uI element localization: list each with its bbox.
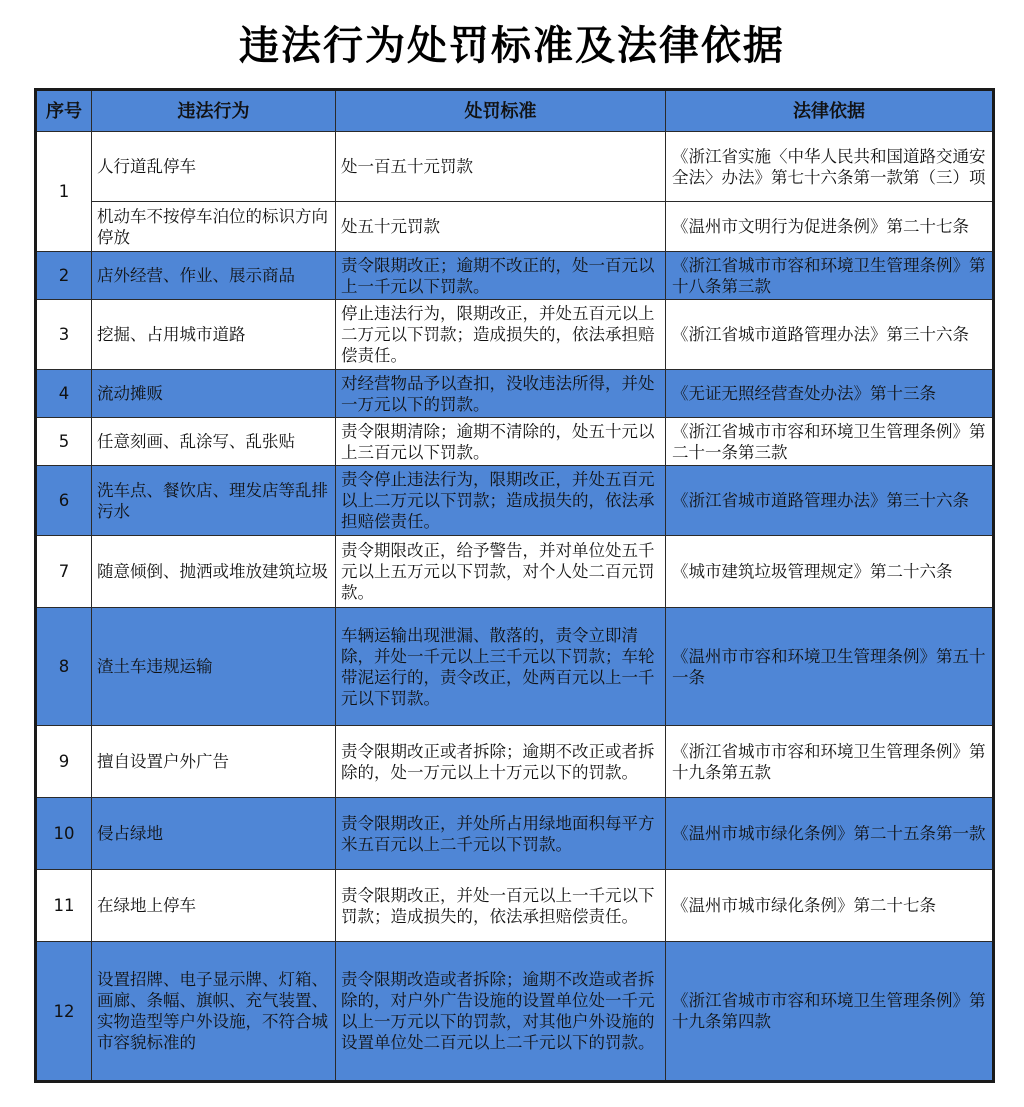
row-law: 《浙江省实施〈中华人民共和国道路交通安全法〉办法》第七十六条第一款第（三）项 <box>666 132 994 202</box>
row-act: 设置招牌、电子显示牌、灯箱、画廊、条幅、旗帜、充气装置、实物造型等户外设施，不符合城市容貌标准的 <box>92 942 336 1082</box>
table-row <box>36 132 994 202</box>
row-act: 渣土车违规运输 <box>92 608 336 726</box>
penalty-table <box>34 88 995 1083</box>
row-law: 《浙江省城市市容和环境卫生管理条例》第十九条第四款 <box>666 942 994 1082</box>
table-row <box>36 252 994 300</box>
table-row <box>36 536 994 608</box>
table-header-row <box>36 90 994 132</box>
row-no: 8 <box>36 608 92 726</box>
row-law: 《无证无照经营查处办法》第十三条 <box>666 370 994 418</box>
row-act: 侵占绿地 <box>92 798 336 870</box>
row-law: 《温州市市容和环境卫生管理条例》第五十一条 <box>666 608 994 726</box>
row-law: 《浙江省城市市容和环境卫生管理条例》第十九条第五款 <box>666 726 994 798</box>
row-law: 《浙江省城市道路管理办法》第三十六条 <box>666 300 994 370</box>
row-law: 《温州市城市绿化条例》第二十五条第一款 <box>666 798 994 870</box>
row-act: 随意倾倒、抛洒或堆放建筑垃圾 <box>92 536 336 608</box>
row-no: 12 <box>36 942 92 1082</box>
row-penalty: 处五十元罚款 <box>336 202 666 252</box>
row-no: 3 <box>36 300 92 370</box>
table-row <box>36 202 994 252</box>
row-penalty: 处一百五十元罚款 <box>336 132 666 202</box>
row-no: 7 <box>36 536 92 608</box>
row-penalty: 责令限期改正或者拆除；逾期不改正或者拆除的，处一万元以上十万元以下的罚款。 <box>336 726 666 798</box>
row-penalty: 责令限期改造或者拆除；逾期不改造或者拆除的，对户外广告设施的设置单位处一千元以上一万元以下的罚款，对其他户外设施的设置单位处二百元以上二千元以下的罚款。 <box>336 942 666 1082</box>
row-no: 9 <box>36 726 92 798</box>
row-penalty: 责令限期改正，并处所占用绿地面积每平方米五百元以上二千元以下罚款。 <box>336 798 666 870</box>
row-law: 《温州市文明行为促进条例》第二十七条 <box>666 202 994 252</box>
table-row <box>36 870 994 942</box>
row-no: 2 <box>36 252 92 300</box>
row-act: 机动车不按停车泊位的标识方向停放 <box>92 202 336 252</box>
table-row <box>36 300 994 370</box>
row-no: 5 <box>36 418 92 466</box>
table-row <box>36 608 994 726</box>
table-row <box>36 370 994 418</box>
row-act: 店外经营、作业、展示商品 <box>92 252 336 300</box>
page-title: 违法行为处罚标准及法律依据 <box>239 22 785 69</box>
row-act: 流动摊贩 <box>92 370 336 418</box>
row-penalty: 对经营物品予以查扣，没收违法所得，并处一万元以下的罚款。 <box>336 370 666 418</box>
row-no: 1 <box>36 132 92 252</box>
row-act: 挖掘、占用城市道路 <box>92 300 336 370</box>
header-law: 法律依据 <box>666 90 994 132</box>
row-no: 6 <box>36 466 92 536</box>
row-law: 《温州市城市绿化条例》第二十七条 <box>666 870 994 942</box>
table-row <box>36 418 994 466</box>
row-penalty: 责令期限改正，给予警告，并对单位处五千元以上五万元以下罚款，对个人处二百元罚款。 <box>336 536 666 608</box>
row-act: 擅自设置户外广告 <box>92 726 336 798</box>
row-law: 《浙江省城市市容和环境卫生管理条例》第十八条第三款 <box>666 252 994 300</box>
row-no: 4 <box>36 370 92 418</box>
table-row <box>36 798 994 870</box>
row-law: 《浙江省城市市容和环境卫生管理条例》第二十一条第三款 <box>666 418 994 466</box>
row-penalty: 责令限期改正；逾期不改正的，处一百元以上一千元以下罚款。 <box>336 252 666 300</box>
row-law: 《浙江省城市道路管理办法》第三十六条 <box>666 466 994 536</box>
table-row <box>36 726 994 798</box>
row-act: 人行道乱停车 <box>92 132 336 202</box>
row-penalty: 车辆运输出现泄漏、散落的，责令立即清除，并处一千元以上三千元以下罚款；车轮带泥运行的，责令改正，处两百元以上一千元以下罚款。 <box>336 608 666 726</box>
row-penalty: 责令停止违法行为，限期改正，并处五百元以上二万元以下罚款；造成损失的，依法承担赔偿责任。 <box>336 466 666 536</box>
table-row <box>36 466 994 536</box>
row-penalty: 责令限期改正，并处一百元以上一千元以下罚款；造成损失的，依法承担赔偿责任。 <box>336 870 666 942</box>
row-penalty: 责令限期清除；逾期不清除的，处五十元以上三百元以下罚款。 <box>336 418 666 466</box>
header-no: 序号 <box>36 90 92 132</box>
row-penalty: 停止违法行为，限期改正，并处五百元以上二万元以下罚款；造成损失的，依法承担赔偿责任。 <box>336 300 666 370</box>
header-penalty: 处罚标准 <box>336 90 666 132</box>
row-no: 11 <box>36 870 92 942</box>
row-act: 任意刻画、乱涂写、乱张贴 <box>92 418 336 466</box>
header-act: 违法行为 <box>92 90 336 132</box>
table-row <box>36 942 994 1082</box>
row-act: 在绿地上停车 <box>92 870 336 942</box>
row-act: 洗车点、餐饮店、理发店等乱排污水 <box>92 466 336 536</box>
row-law: 《城市建筑垃圾管理规定》第二十六条 <box>666 536 994 608</box>
row-no: 10 <box>36 798 92 870</box>
